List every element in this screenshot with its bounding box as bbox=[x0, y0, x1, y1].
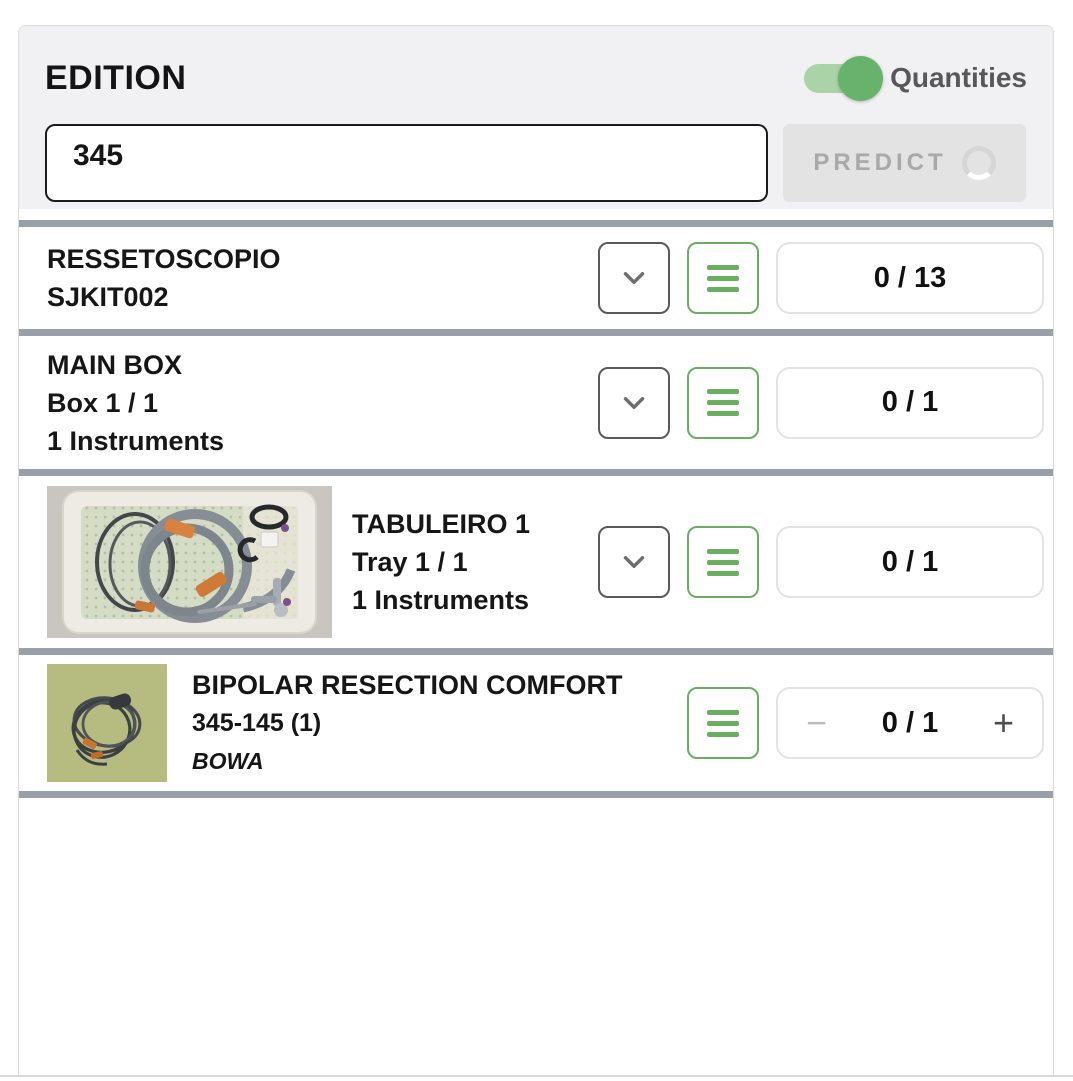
chevron-down-icon bbox=[617, 545, 651, 579]
quantities-toggle-label: Quantities bbox=[890, 62, 1027, 93]
section-divider bbox=[19, 220, 1053, 227]
chevron-down-icon bbox=[617, 386, 651, 420]
chevron-down-icon bbox=[617, 261, 651, 295]
toggle-thumb bbox=[838, 56, 883, 101]
box-row bbox=[19, 336, 1053, 469]
section-divider bbox=[19, 329, 1053, 336]
instrument-count-box bbox=[776, 687, 1044, 759]
kit-text bbox=[47, 240, 598, 316]
instrument-count: 0 / 1 bbox=[881, 706, 939, 739]
tray-title: TABULEIRO 1 bbox=[352, 509, 531, 539]
tray-photo bbox=[47, 486, 332, 638]
kit-menu-button[interactable] bbox=[687, 242, 759, 314]
page-title: EDITION bbox=[45, 58, 187, 97]
cable-photo bbox=[47, 664, 167, 782]
header-gap bbox=[19, 209, 1053, 220]
box-count: 0 / 1 bbox=[881, 386, 939, 418]
kit-row bbox=[19, 227, 1053, 329]
header bbox=[19, 26, 1053, 209]
tray-position: Tray 1 / 1 bbox=[352, 547, 468, 577]
kit-code: SJKIT002 bbox=[47, 282, 169, 312]
search-input[interactable] bbox=[45, 124, 768, 202]
tray-row bbox=[19, 476, 1053, 648]
tray-menu-button[interactable] bbox=[687, 526, 759, 598]
quantities-toggle-group[interactable] bbox=[804, 56, 1027, 101]
edition-panel bbox=[18, 25, 1054, 1075]
predict-button-label: PREDICT bbox=[813, 149, 947, 176]
hamburger-menu-icon bbox=[707, 389, 739, 416]
box-menu-button[interactable] bbox=[687, 367, 759, 439]
title-row bbox=[45, 52, 1027, 104]
hamburger-menu-icon bbox=[707, 710, 739, 737]
instrument-brand: BOWA bbox=[192, 748, 264, 774]
box-text bbox=[47, 346, 598, 460]
box-instrument-count: 1 Instruments bbox=[47, 425, 225, 456]
kit-collapse-button[interactable] bbox=[598, 242, 670, 314]
hamburger-menu-icon bbox=[707, 549, 739, 576]
kit-title: RESSETOSCOPIO bbox=[47, 244, 281, 274]
box-position: Box 1 / 1 bbox=[47, 387, 159, 418]
search-row bbox=[45, 124, 1027, 202]
instrument-menu-button[interactable] bbox=[687, 687, 759, 759]
bottom-border bbox=[0, 1075, 1073, 1077]
tray-instrument-count: 1 Instruments bbox=[352, 585, 530, 615]
section-divider bbox=[19, 791, 1053, 798]
decrement-button[interactable]: − bbox=[800, 705, 833, 741]
quantities-toggle[interactable] bbox=[804, 56, 874, 101]
kit-count-box bbox=[776, 242, 1044, 314]
tray-collapse-button[interactable] bbox=[598, 526, 670, 598]
box-collapse-button[interactable] bbox=[598, 367, 670, 439]
empty-area bbox=[19, 798, 1053, 1075]
increment-button[interactable]: + bbox=[987, 705, 1020, 741]
section-divider bbox=[19, 648, 1053, 655]
instrument-row bbox=[19, 655, 1053, 791]
box-title: MAIN BOX bbox=[47, 349, 182, 380]
kit-count: 0 / 13 bbox=[873, 261, 947, 294]
loading-spinner-icon bbox=[962, 146, 996, 180]
section-divider bbox=[19, 469, 1053, 476]
box-count-box bbox=[776, 367, 1044, 439]
instrument-text bbox=[192, 666, 670, 780]
instrument-title: BIPOLAR RESECTION COMFORT bbox=[192, 670, 623, 700]
predict-button[interactable] bbox=[783, 124, 1026, 202]
tray-text bbox=[352, 505, 598, 619]
instrument-reference: 345-145 (1) bbox=[192, 709, 322, 737]
hamburger-menu-icon bbox=[707, 265, 739, 292]
tray-count: 0 / 1 bbox=[881, 545, 939, 578]
tray-count-box bbox=[776, 526, 1044, 598]
